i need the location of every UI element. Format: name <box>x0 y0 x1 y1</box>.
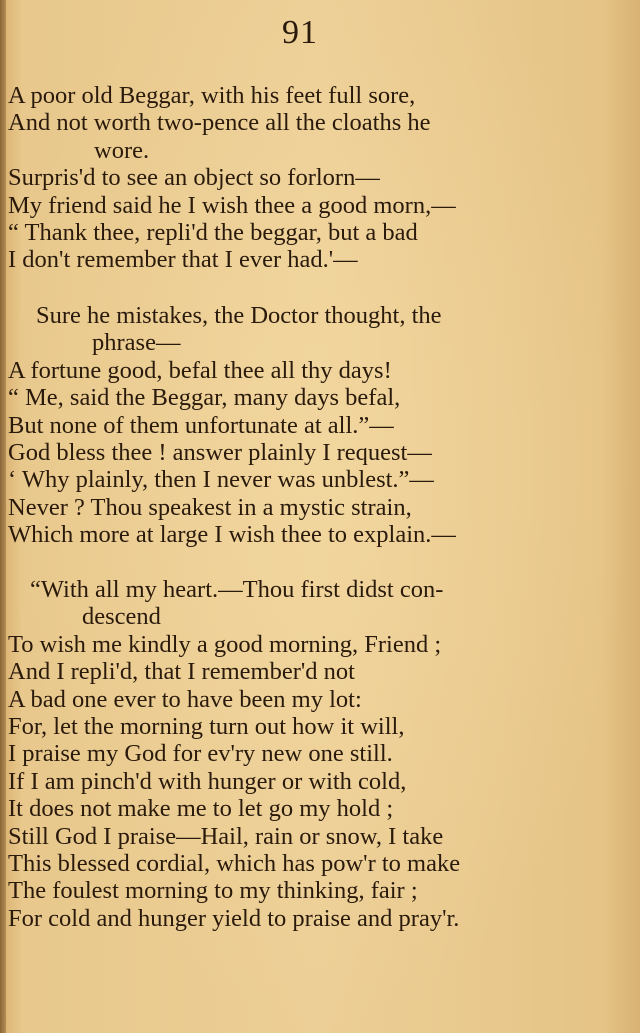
verse-line: For, let the morning turn out how it will, <box>8 712 405 740</box>
verse-line: But none of them unfortunate at all.”— <box>8 411 394 439</box>
verse-line: Which more at large I wish thee to explain.— <box>8 521 456 549</box>
stanza-2 <box>0 302 640 549</box>
verse-line: If I am pinch'd with hunger or with cold, <box>8 767 407 795</box>
verse-line: “ Thank thee, repli'd the beggar, but a bad <box>8 218 418 246</box>
verse-line: ‘ Why plainly, then I never was unblest.”— <box>8 466 434 494</box>
verse-line: Surpris'd to see an object so forlorn— <box>8 164 380 192</box>
verse-line: To wish me kindly a good morning, Friend ; <box>8 630 442 658</box>
verse-line-continuation: phrase— <box>92 329 181 357</box>
stanza-1 <box>0 82 640 274</box>
verse-line: A bad one ever to have been my lot: <box>8 685 362 713</box>
verse-line: This blessed cordial, which has pow'r to make <box>8 849 461 877</box>
verse-line: And not worth two-pence all the cloaths he <box>8 109 431 137</box>
verse-line: God bless thee ! answer plainly I request— <box>8 438 432 466</box>
verse-line: Never ? Thou speakest in a mystic strain, <box>8 493 412 521</box>
verse-line: “With all my heart.—Thou first didst con- <box>30 576 444 603</box>
verse-line: I don't remember that I ever had.'— <box>8 246 358 274</box>
verse-line: And I repli'd, that I remember'd not <box>8 658 355 686</box>
verse-line: Still God I praise—Hail, rain or snow, I take <box>8 822 444 850</box>
verse-line: My friend said he I wish thee a good morn,— <box>8 191 456 219</box>
verse-line: For cold and hunger yield to praise and pray'r. <box>8 904 460 932</box>
page-number: 91 <box>282 14 318 51</box>
verse-line: The foulest morning to my thinking, fair ; <box>8 877 418 905</box>
verse-line-continuation: descend <box>82 603 161 631</box>
verse-line: A poor old Beggar, with his feet full sore, <box>8 82 416 109</box>
verse-line: “ Me, said the Beggar, many days befal, <box>8 384 401 412</box>
verse-line: It does not make me to let go my hold ; <box>8 795 394 823</box>
verse-line: Sure he mistakes, the Doctor thought, the <box>36 302 442 329</box>
stanza-3 <box>0 576 640 932</box>
verse-line: I praise my God for ev'ry new one still. <box>8 740 393 768</box>
verse-line: A fortune good, befal thee all thy days! <box>8 356 392 384</box>
verse-line-continuation: wore. <box>94 136 150 164</box>
